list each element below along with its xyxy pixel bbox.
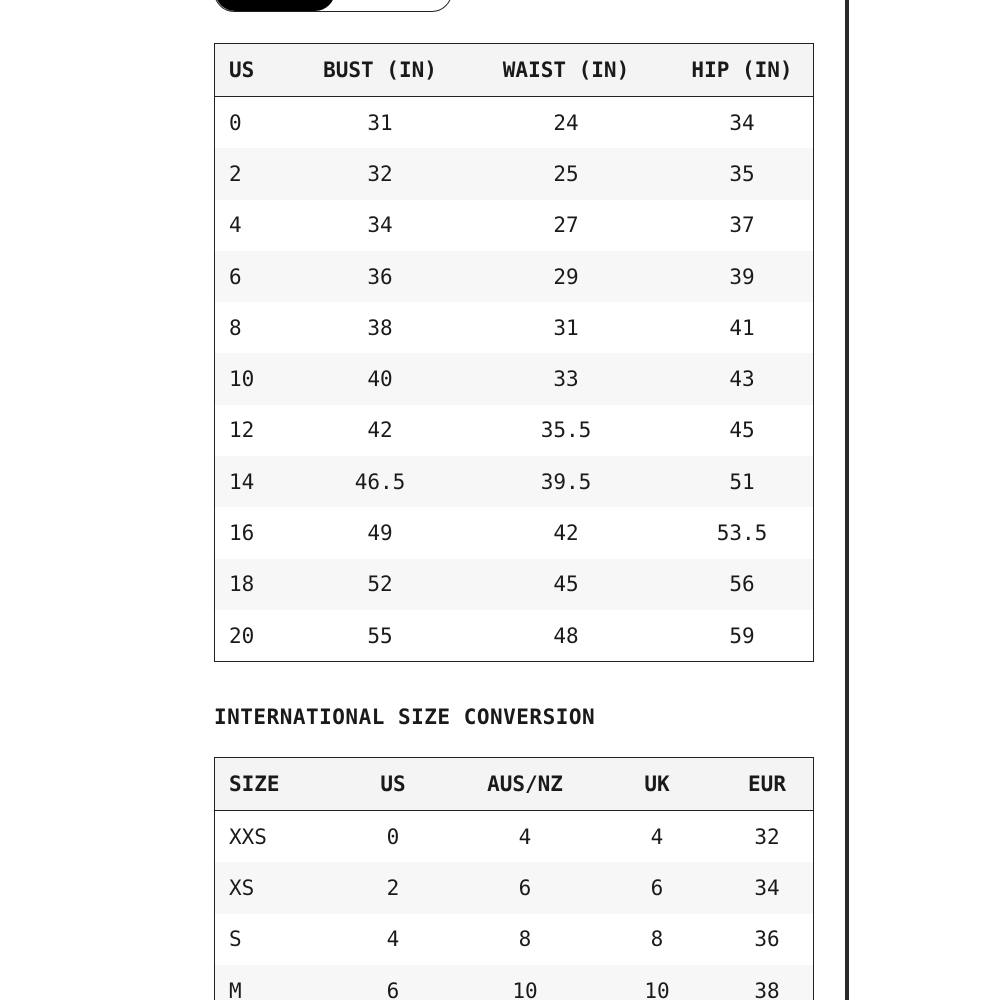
cell-eur: 34 <box>721 862 814 913</box>
cell-hip: 45 <box>729 418 755 443</box>
cell-size: S <box>229 927 242 952</box>
cell-us: 0 <box>229 110 242 135</box>
unit-toggle-active-option[interactable] <box>215 0 335 11</box>
cell-us: 16 <box>229 521 255 546</box>
cell-us: 4 <box>229 213 242 238</box>
cell-waist: 27 <box>553 213 579 238</box>
table-header-row <box>215 758 814 811</box>
cell-us: 10 <box>215 353 300 404</box>
cell-bust: 52 <box>299 559 461 610</box>
cell-waist: 25 <box>461 148 671 199</box>
table-row <box>215 97 814 149</box>
cell-bust: 49 <box>367 521 393 546</box>
cell-bust: 38 <box>367 315 393 340</box>
table-row <box>215 610 814 662</box>
cell-waist: 35.5 <box>540 418 592 443</box>
cell-bust: 55 <box>367 623 393 648</box>
cell-bust: 42 <box>367 418 393 443</box>
cell-hip: 43 <box>671 353 814 404</box>
cell-hip: 59 <box>729 623 755 648</box>
table-row <box>215 353 814 404</box>
cell-hip: 37 <box>729 213 755 238</box>
cell-hip: 51 <box>671 456 814 507</box>
cell-us: 8 <box>229 315 242 340</box>
table-row <box>215 811 814 863</box>
table-row <box>215 302 814 353</box>
cell-waist: 48 <box>553 623 579 648</box>
cell-us: 14 <box>215 456 300 507</box>
cell-us: 2 <box>329 862 457 913</box>
cell-us: 6 <box>329 965 457 1000</box>
cell-waist: 45 <box>461 559 671 610</box>
unit-toggle-inactive-option[interactable] <box>335 0 452 11</box>
column-header-us: US <box>215 44 300 97</box>
cell-aus-nz: 8 <box>518 927 532 952</box>
cell-size: XS <box>215 862 330 913</box>
cell-us: 4 <box>386 927 400 952</box>
cell-aus-nz: 6 <box>457 862 593 913</box>
cell-waist: 39.5 <box>461 456 671 507</box>
cell-waist: 42 <box>553 521 579 546</box>
table-header-row <box>215 44 814 97</box>
cell-hip: 56 <box>671 559 814 610</box>
table-row <box>215 200 814 251</box>
conversion-section-heading: INTERNATIONAL SIZE CONVERSION <box>214 705 596 729</box>
cell-size: M <box>215 965 330 1000</box>
cell-eur: 38 <box>721 965 814 1000</box>
table-row <box>215 507 814 558</box>
unit-toggle[interactable] <box>214 0 452 12</box>
column-header-eur: EUR <box>721 758 814 811</box>
cell-uk: 4 <box>650 824 664 849</box>
cell-uk: 6 <box>593 862 721 913</box>
cell-us: 6 <box>215 251 300 302</box>
column-header-size: SIZE <box>215 758 330 811</box>
cell-waist: 24 <box>553 110 579 135</box>
cell-aus-nz: 4 <box>518 824 532 849</box>
cell-waist: 29 <box>461 251 671 302</box>
cell-uk: 8 <box>650 927 664 952</box>
table-row <box>215 965 814 1000</box>
column-header-us: US <box>329 758 457 811</box>
cell-bust: 46.5 <box>299 456 461 507</box>
cell-eur: 36 <box>754 927 780 952</box>
cell-hip: 39 <box>671 251 814 302</box>
cell-uk: 10 <box>593 965 721 1000</box>
panel-right-border <box>845 0 849 1000</box>
cell-hip: 53.5 <box>716 521 768 546</box>
cell-waist: 31 <box>553 315 579 340</box>
column-header-aus-nz: AUS/NZ <box>457 758 593 811</box>
table-row <box>215 862 814 913</box>
cell-us: 20 <box>229 623 255 648</box>
cell-hip: 41 <box>729 315 755 340</box>
column-header-bust: BUST (IN) <box>299 44 461 97</box>
column-header-hip: HIP (IN) <box>671 44 814 97</box>
cell-us: 0 <box>386 824 400 849</box>
cell-us: 18 <box>215 559 300 610</box>
size-measurement-table <box>214 43 814 662</box>
cell-waist: 33 <box>461 353 671 404</box>
cell-size: XXS <box>229 824 267 849</box>
column-header-uk: UK <box>593 758 721 811</box>
cell-bust: 36 <box>299 251 461 302</box>
size-conversion-table <box>214 757 814 1000</box>
cell-bust: 31 <box>367 110 393 135</box>
table-row <box>215 456 814 507</box>
table-row <box>215 251 814 302</box>
table-row <box>215 914 814 965</box>
cell-eur: 32 <box>754 824 780 849</box>
cell-us: 2 <box>215 148 300 199</box>
cell-us: 12 <box>229 418 255 443</box>
table-row <box>215 405 814 456</box>
cell-hip: 35 <box>671 148 814 199</box>
column-header-waist: WAIST (IN) <box>461 44 671 97</box>
cell-hip: 34 <box>729 110 755 135</box>
cell-bust: 32 <box>299 148 461 199</box>
table-row <box>215 148 814 199</box>
cell-aus-nz: 10 <box>457 965 593 1000</box>
cell-bust: 40 <box>299 353 461 404</box>
table-row <box>215 559 814 610</box>
cell-bust: 34 <box>367 213 393 238</box>
